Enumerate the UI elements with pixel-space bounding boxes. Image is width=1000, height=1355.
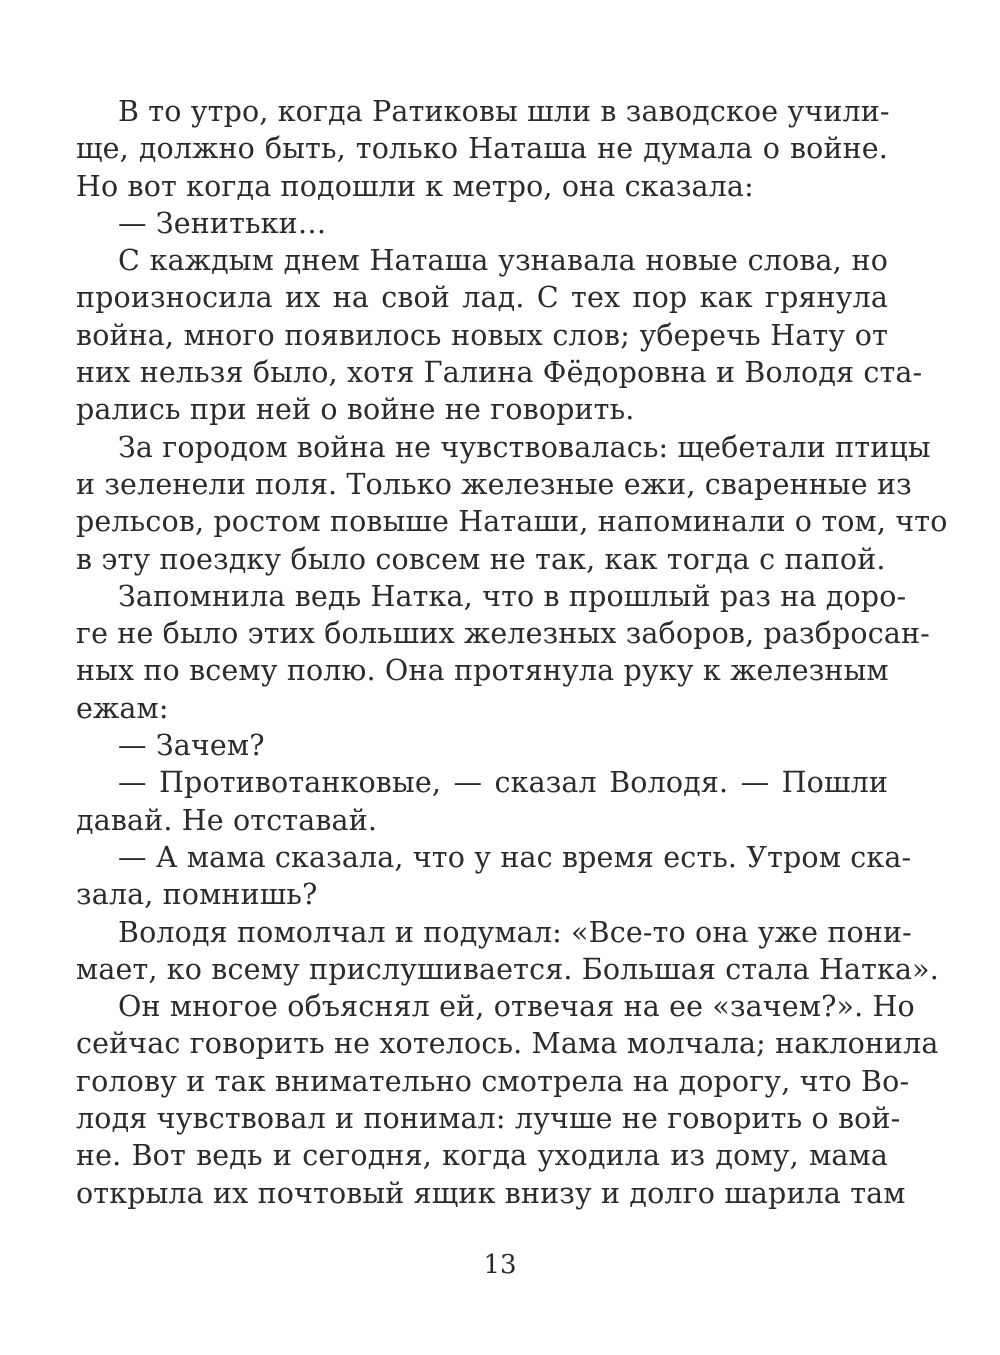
text-line: давай. Не отставай.: [76, 803, 378, 837]
text-line: За городом война не чувствовалась: щебетали птицы: [118, 430, 931, 464]
text-line: рались при ней о войне не говорить.: [76, 393, 635, 427]
page-number: 13: [483, 1250, 517, 1280]
text-line: голову и так внимательно смотрела на дорогу, что Во-: [76, 1064, 910, 1098]
text-line: — Противотанковые, — сказал Володя. — Пошли: [118, 766, 888, 800]
text-line: рельсов, ростом повыше Наташи, напоминали о том, что: [76, 505, 948, 539]
text-line: ных по всему полю. Она протянула руку к железным: [76, 654, 889, 688]
text-line: и зеленели поля. Только железные ежи, сваренные из: [76, 467, 912, 501]
text-line: ежам:: [76, 691, 169, 725]
text-line: мает, ко всему прислушивается. Большая стала Натка».: [76, 952, 939, 986]
body-text: [76, 93, 948, 1212]
text-line: зала, помнишь?: [76, 878, 318, 912]
text-line: лодя чувствовал и понимал: лучше не говорить о вой-: [76, 1102, 901, 1136]
text-line: ще, должно быть, только Наташа не думала о войне.: [76, 132, 888, 166]
text-line: В то утро, когда Ратиковы шли в заводское учили-: [118, 95, 890, 128]
text-line: Но вот когда подошли к метро, она сказала:: [76, 169, 754, 203]
text-line: сейчас говорить не хотелось. Мама молчала; наклонила: [76, 1027, 939, 1061]
text-line: произносила их на свой лад. С тех пор как грянула: [76, 281, 888, 315]
text-line: — А мама сказала, что у нас время есть. Утром ска-: [118, 840, 912, 874]
text-line: в эту поездку было совсем не так, как тогда с папой.: [76, 542, 886, 576]
text-line: Володя помолчал и подумал: «Все-то она уже пони-: [118, 915, 912, 949]
text-line: — Зенитьки…: [118, 206, 327, 240]
text-line: Запомнила ведь Натка, что в прошлый раз на доро-: [118, 579, 907, 613]
text-line: ге не было этих больших железных заборов, разбросан-: [76, 617, 930, 651]
text-line: не. Вот ведь и сегодня, когда уходила из дому, мама: [76, 1139, 888, 1173]
text-line: — Зачем?: [118, 729, 265, 763]
text-line: война, много появилось новых слов; уберечь Нату от: [76, 318, 888, 352]
text-line: них нельзя было, хотя Галина Фёдоровна и Володя ста-: [76, 356, 923, 390]
text-line: открыла их почтовый ящик внизу и долго шарила там: [76, 1176, 906, 1210]
text-line: С каждым днем Наташа узнавала новые слова, но: [118, 244, 888, 278]
text-line: Он многое объяснял ей, отвечая на ее «зачем?». Но: [118, 990, 915, 1024]
